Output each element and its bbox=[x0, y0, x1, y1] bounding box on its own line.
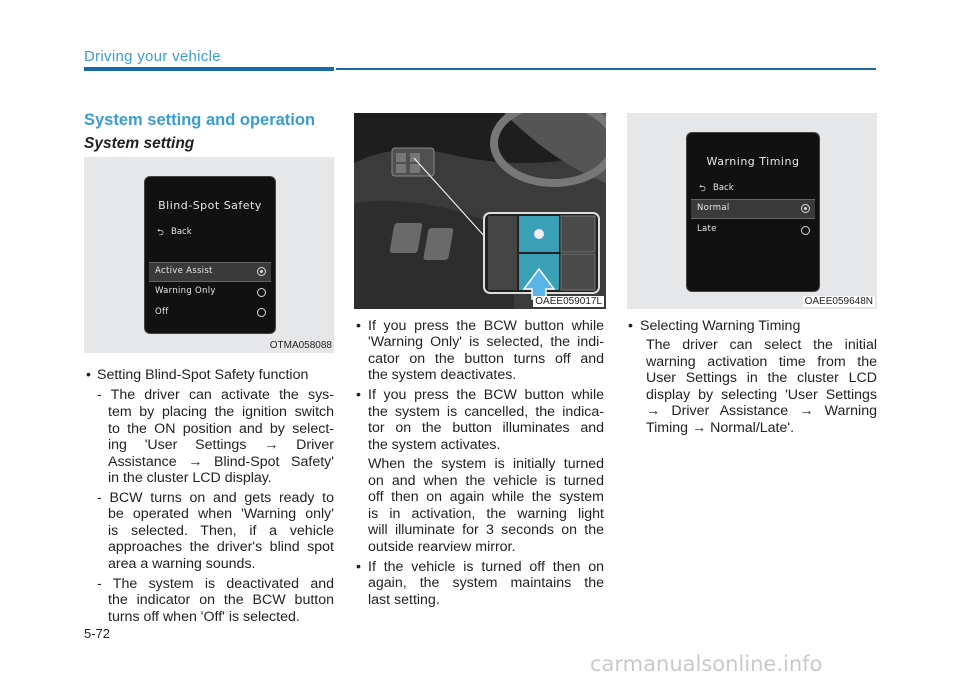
dash-line: - BCW turns on and gets ready to bbox=[97, 490, 334, 506]
dash-line: in the cluster LCD display. bbox=[108, 470, 272, 486]
header-rule-thin bbox=[336, 68, 876, 70]
figure-code: OAEE059017L bbox=[535, 296, 602, 307]
back-icon: ⮌ bbox=[699, 184, 706, 194]
para-line: When the system is initially turned bbox=[368, 456, 604, 472]
bullet-dot: • bbox=[356, 318, 361, 334]
dash-line: area a warning sounds. bbox=[108, 556, 256, 572]
figure-blind-spot-safety bbox=[84, 157, 334, 353]
lcd-screen bbox=[686, 132, 820, 292]
bullet-line: the system activates. bbox=[368, 437, 501, 453]
para-line: off then on again while the system bbox=[368, 489, 604, 505]
bullet-line: If the vehicle is turned off then on bbox=[368, 559, 604, 575]
option-label: Late bbox=[697, 224, 717, 234]
bullet-text: Setting Blind-Spot Safety function bbox=[97, 367, 309, 383]
bullet-dot: • bbox=[86, 367, 91, 383]
bullet-line: cator on the button turns off and bbox=[368, 351, 604, 367]
bullet-line: If you press the BCW button while bbox=[368, 318, 604, 334]
radio-selected-icon bbox=[801, 204, 810, 213]
para-line: warning activation time from the bbox=[646, 354, 877, 370]
bullet-text: Selecting Warning Timing bbox=[640, 318, 801, 334]
radio-icon bbox=[257, 308, 266, 317]
option-label: Active Assist bbox=[155, 266, 213, 276]
bullet-line: If you press the BCW button while bbox=[368, 387, 604, 403]
figure-code: OTMA058088 bbox=[269, 340, 332, 351]
dash-line: is selected. Then, if a vehicle bbox=[108, 523, 334, 539]
figure-code: OAEE059648N bbox=[804, 296, 873, 307]
screen-title: Blind-Spot Safety bbox=[158, 199, 262, 212]
option-label: Warning Only bbox=[155, 286, 216, 296]
option-label: Off bbox=[155, 307, 169, 317]
sub-title: System setting bbox=[84, 135, 195, 152]
dashboard-illustration bbox=[354, 113, 606, 309]
para-line: is in activation, the warning light bbox=[368, 506, 604, 522]
bullet-line: the system deactivates. bbox=[368, 367, 517, 383]
para-line: will illuminate for 3 seconds on the bbox=[368, 522, 604, 538]
para-line: The driver can select the initial bbox=[646, 337, 877, 353]
bullet-line: 'Warning Only' is selected, the indi- bbox=[368, 334, 604, 350]
para-line: Timing → Normal/Late'. bbox=[646, 420, 795, 436]
bullet-line: last setting. bbox=[368, 592, 440, 608]
dash-line: turns off when 'Off' is selected. bbox=[108, 609, 300, 625]
para-line: display by selecting 'User Settings bbox=[646, 387, 877, 403]
page-number: 5-72 bbox=[84, 626, 111, 641]
bullet-dot: • bbox=[628, 318, 633, 334]
dash-line: tem by placing the ignition switch bbox=[108, 404, 334, 420]
bullet-line: the system is cancelled, the indica- bbox=[368, 404, 604, 420]
radio-icon bbox=[257, 288, 266, 297]
dash-line: approaches the driver's blind spot bbox=[108, 539, 334, 555]
para-line: on and when the vehicle is turned bbox=[368, 473, 604, 489]
watermark: carmanualsonline.info bbox=[590, 652, 823, 676]
header-rule-thick bbox=[84, 67, 334, 71]
figure-bcw-button bbox=[354, 113, 606, 309]
radio-selected-icon bbox=[257, 267, 266, 276]
para-line: → Driver Assistance → Warning bbox=[646, 403, 877, 419]
running-header: Driving your vehicle bbox=[84, 48, 221, 65]
back-label: Back bbox=[171, 227, 192, 237]
bullet-dot: • bbox=[356, 387, 361, 403]
option-label: Normal bbox=[697, 203, 730, 213]
dash-line: - The driver can activate the sys- bbox=[97, 387, 334, 403]
section-title: System setting and operation bbox=[84, 111, 316, 129]
dash-line: ing 'User Settings → Driver bbox=[108, 437, 334, 453]
dash-line: the indicator on the BCW button bbox=[108, 592, 334, 608]
back-icon: ⮌ bbox=[157, 228, 164, 238]
bullet-line: again, the system maintains the bbox=[368, 575, 604, 591]
para-line: User Settings in the cluster LCD bbox=[646, 370, 877, 386]
dash-line: Assistance → Blind-Spot Safety' bbox=[108, 454, 334, 470]
lcd-screen bbox=[144, 176, 276, 334]
bullet-dot: • bbox=[356, 559, 361, 575]
dash-line: to the ON position and by select- bbox=[108, 421, 334, 437]
para-line: outside rearview mirror. bbox=[368, 539, 516, 555]
back-label: Back bbox=[713, 183, 734, 193]
dash-line: be operated when 'Warning only' bbox=[108, 506, 334, 522]
figure-warning-timing bbox=[627, 113, 877, 309]
bullet-line: tor on the button illuminates and bbox=[368, 420, 604, 436]
screen-title: Warning Timing bbox=[706, 155, 800, 168]
dash-line: - The system is deactivated and bbox=[97, 576, 334, 592]
radio-icon bbox=[801, 226, 810, 235]
